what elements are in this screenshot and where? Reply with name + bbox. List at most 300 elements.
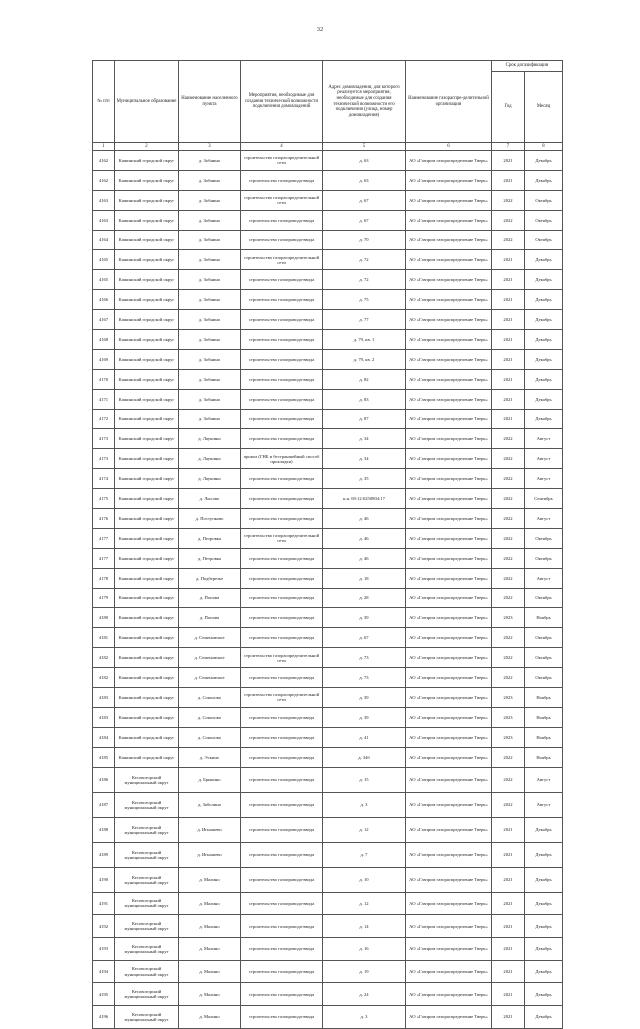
settlement-cell: д. Зобнино (179, 230, 241, 250)
address-cell: д. 82 (323, 369, 406, 389)
year-cell: 2021 (492, 151, 525, 171)
table-row (93, 210, 563, 230)
organization-cell: АО «Газпром газораспределение Тверь» (406, 369, 492, 389)
address-cell: д. 41 (323, 727, 406, 747)
measure-cell: строительство газопровода-ввода (241, 937, 323, 960)
month-cell: Август (525, 469, 563, 489)
year-cell: 2021 (492, 349, 525, 369)
organization-cell: АО «Газпром газораспределение Тверь» (406, 509, 492, 529)
measure-cell: строительство газопровода-ввода (241, 230, 323, 250)
row-number-cell: 4175 (93, 489, 115, 509)
year-cell: 2022 (492, 449, 525, 469)
month-cell: Октябрь (525, 528, 563, 548)
table-row (93, 588, 563, 608)
table-row (93, 449, 563, 469)
row-number-cell: 4188 (93, 817, 115, 842)
month-cell: Ноябрь (525, 747, 563, 767)
month-cell: Октябрь (525, 210, 563, 230)
municipality-cell: Кесовогорский муниципальный округ (115, 1006, 179, 1029)
year-cell: 2022 (492, 230, 525, 250)
row-number-cell: 4165 (93, 250, 115, 270)
municipality-cell: Кашинский городской округ (115, 429, 179, 449)
table-row (93, 190, 563, 210)
municipality-cell: Кашинский городской округ (115, 230, 179, 250)
address-cell: д. 72 (323, 250, 406, 270)
header-organization: Наименование газораспре-делительной организации (406, 61, 492, 143)
measure-cell: строительство газораспределительной сети (241, 250, 323, 270)
month-cell: Август (525, 429, 563, 449)
table-row (93, 842, 563, 867)
row-number-cell: 4164 (93, 230, 115, 250)
year-cell: 2021 (492, 369, 525, 389)
address-cell: д. 39 (323, 707, 406, 727)
month-cell: Декабрь (525, 983, 563, 1006)
organization-cell: АО «Газпром газораспределение Тверь» (406, 330, 492, 350)
row-number-cell: 4183 (93, 688, 115, 708)
row-number-cell: 4182 (93, 668, 115, 688)
municipality-cell: Кашинский городской округ (115, 469, 179, 489)
row-number-cell: 4180 (93, 608, 115, 628)
address-cell: д. 3 (323, 1006, 406, 1029)
measure-cell: строительство газопровода-ввода (241, 727, 323, 747)
organization-cell: АО «Газпром газораспределение Тверь» (406, 548, 492, 568)
address-cell: д. 67 (323, 210, 406, 230)
municipality-cell: Кашинский городской округ (115, 747, 179, 767)
address-cell: д. 87 (323, 409, 406, 429)
municipality-cell: Кашинский городской округ (115, 588, 179, 608)
municipality-cell: Кашинский городской округ (115, 568, 179, 588)
municipality-cell: Кашинский городской округ (115, 528, 179, 548)
table-row (93, 170, 563, 190)
settlement-cell: д. Игнашево (179, 817, 241, 842)
settlement-cell: д. Эскино (179, 747, 241, 767)
municipality-cell: Кашинский городской округ (115, 369, 179, 389)
month-cell: Октябрь (525, 668, 563, 688)
settlement-cell: д. Подберезье (179, 568, 241, 588)
row-number-cell: 4174 (93, 469, 115, 489)
header-num: № п/п (93, 61, 115, 143)
municipality-cell: Кашинский городской округ (115, 668, 179, 688)
address-cell: д. 46 (323, 548, 406, 568)
municipality-cell: Кесовогорский муниципальный округ (115, 983, 179, 1006)
year-cell: 2021 (492, 892, 525, 915)
table-row (93, 960, 563, 983)
measure-cell: строительство газопровода-ввода (241, 817, 323, 842)
year-cell: 2021 (492, 817, 525, 842)
organization-cell: АО «Газпром газораспределение Тверь» (406, 628, 492, 648)
address-cell: д. 35 (323, 469, 406, 489)
address-cell: д. 67 (323, 190, 406, 210)
organization-cell: АО «Газпром газораспределение Тверь» (406, 960, 492, 983)
month-cell: Август (525, 449, 563, 469)
measure-cell: строительство газопровода-ввода (241, 668, 323, 688)
row-number-cell: 4173 (93, 429, 115, 449)
settlement-cell: д. Игнашево (179, 842, 241, 867)
settlement-cell: д. Зобнино (179, 349, 241, 369)
municipality-cell: Кашинский городской округ (115, 190, 179, 210)
organization-cell: АО «Газпром газораспределение Тверь» (406, 230, 492, 250)
measure-cell: строительство газопровода-ввода (241, 509, 323, 529)
page-number: 32 (316, 26, 324, 33)
month-cell: Декабрь (525, 1006, 563, 1029)
settlement-cell: д. Зобнино (179, 151, 241, 171)
municipality-cell: Кашинский городской округ (115, 409, 179, 429)
measure-cell: строительство газопровода-ввода (241, 429, 323, 449)
header-deadline-group: Срок догазификации (492, 61, 563, 72)
measure-cell: строительство газопровода-ввода (241, 892, 323, 915)
table-row (93, 489, 563, 509)
settlement-cell: д. Малино (179, 892, 241, 915)
month-cell: Декабрь (525, 369, 563, 389)
organization-cell: АО «Газпром газораспределение Тверь» (406, 588, 492, 608)
month-cell: Октябрь (525, 588, 563, 608)
municipality-cell: Кашинский городской округ (115, 170, 179, 190)
table-row (93, 250, 563, 270)
measure-cell: строительство газопровода-ввода (241, 792, 323, 817)
row-number-cell: 4173 (93, 449, 115, 469)
settlement-cell: д. Семеновское (179, 648, 241, 668)
year-cell: 2021 (492, 915, 525, 938)
table-row (93, 688, 563, 708)
month-cell: Октябрь (525, 230, 563, 250)
column-number: 5 (323, 143, 406, 151)
year-cell: 2022 (492, 628, 525, 648)
settlement-cell: д. Малино (179, 867, 241, 892)
organization-cell: АО «Газпром газораспределение Тверь» (406, 892, 492, 915)
measure-cell: строительство газопровода-ввода (241, 469, 323, 489)
municipality-cell: Кашинский городской округ (115, 310, 179, 330)
municipality-cell: Кесовогорский муниципальный округ (115, 960, 179, 983)
month-cell: Октябрь (525, 648, 563, 668)
row-number-cell: 4187 (93, 792, 115, 817)
month-cell: Декабрь (525, 310, 563, 330)
row-number-cell: 4162 (93, 151, 115, 171)
municipality-cell: Кашинский городской округ (115, 349, 179, 369)
municipality-cell: Кесовогорский муниципальный округ (115, 915, 179, 938)
table-row (93, 369, 563, 389)
gasification-table (92, 60, 563, 1029)
year-cell: 2022 (492, 489, 525, 509)
organization-cell: АО «Газпром газораспределение Тверь» (406, 449, 492, 469)
settlement-cell: д. Малино (179, 983, 241, 1006)
row-number-cell: 4167 (93, 310, 115, 330)
organization-cell: АО «Газпром газораспределение Тверь» (406, 707, 492, 727)
settlement-cell: д. Лаушино (179, 449, 241, 469)
row-number-cell: 4163 (93, 210, 115, 230)
year-cell: 2021 (492, 310, 525, 330)
measure-cell: строительство газопровода-ввода (241, 548, 323, 568)
settlement-cell: д. Лысово (179, 489, 241, 509)
month-cell: Декабрь (525, 817, 563, 842)
table-row (93, 528, 563, 548)
year-cell: 2022 (492, 429, 525, 449)
organization-cell: АО «Газпром газораспределение Тверь» (406, 668, 492, 688)
table-row (93, 151, 563, 171)
measure-cell: строительство газопровода-ввода (241, 707, 323, 727)
table-body (93, 151, 563, 1029)
month-cell: Ноябрь (525, 707, 563, 727)
table-row (93, 648, 563, 668)
table-row (93, 409, 563, 429)
organization-cell: АО «Газпром газораспределение Тверь» (406, 469, 492, 489)
settlement-cell: д. Соколово (179, 727, 241, 747)
organization-cell: АО «Газпром газораспределение Тверь» (406, 270, 492, 290)
address-cell: д. 19 (323, 960, 406, 983)
settlement-cell: д. Зобнино (179, 330, 241, 350)
settlement-cell: д. Лаушино (179, 429, 241, 449)
municipality-cell: Кашинский городской округ (115, 548, 179, 568)
column-number: 7 (492, 143, 525, 151)
year-cell: 2021 (492, 270, 525, 290)
month-cell: Декабрь (525, 867, 563, 892)
settlement-cell: д. Зобнино (179, 409, 241, 429)
organization-cell: АО «Газпром газораспределение Тверь» (406, 817, 492, 842)
header-measures: Мероприятия, необходимые для создания технической возможности подключения домовладений (241, 61, 323, 143)
municipality-cell: Кашинский городской округ (115, 509, 179, 529)
address-cell: д. 34 (323, 449, 406, 469)
measure-cell: строительство газопровода-ввода (241, 983, 323, 1006)
table-row (93, 937, 563, 960)
municipality-cell: Кесовогорский муниципальный округ (115, 792, 179, 817)
year-cell: 2021 (492, 250, 525, 270)
month-cell: Сентябрь (525, 489, 563, 509)
settlement-cell: д. Малино (179, 915, 241, 938)
month-cell: Ноябрь (525, 608, 563, 628)
address-cell: д. 18 (323, 568, 406, 588)
measure-cell: прокол (ГНБ и бестраншейный способ прокладки) (241, 449, 323, 469)
organization-cell: АО «Газпром газораспределение Тверь» (406, 489, 492, 509)
address-cell: д. 39 (323, 608, 406, 628)
table-row (93, 389, 563, 409)
municipality-cell: Кесовогорский муниципальный округ (115, 767, 179, 792)
year-cell: 2022 (492, 747, 525, 767)
month-cell: Декабрь (525, 389, 563, 409)
year-cell: 2023 (492, 707, 525, 727)
settlement-cell: д. Лаушино (179, 469, 241, 489)
table-row (93, 290, 563, 310)
year-cell: 2021 (492, 960, 525, 983)
table-row (93, 727, 563, 747)
month-cell: Декабрь (525, 151, 563, 171)
table-row (93, 1006, 563, 1029)
table-row (93, 429, 563, 449)
organization-cell: АО «Газпром газораспределение Тверь» (406, 767, 492, 792)
table-row (93, 628, 563, 648)
month-cell: Октябрь (525, 628, 563, 648)
month-cell: Декабрь (525, 270, 563, 290)
organization-cell: АО «Газпром газораспределение Тверь» (406, 727, 492, 747)
municipality-cell: Кашинский городской округ (115, 628, 179, 648)
municipality-cell: Кесовогорский муниципальный округ (115, 867, 179, 892)
column-number: 6 (406, 143, 492, 151)
month-cell: Декабрь (525, 960, 563, 983)
address-cell: д. 12 (323, 817, 406, 842)
settlement-cell: д. Соколово (179, 688, 241, 708)
column-number: 4 (241, 143, 323, 151)
row-number-cell: 4195 (93, 983, 115, 1006)
measure-cell: строительство газораспределительной сети (241, 190, 323, 210)
row-number-cell: 4194 (93, 960, 115, 983)
table-row (93, 707, 563, 727)
municipality-cell: Кашинский городской округ (115, 290, 179, 310)
organization-cell: АО «Газпром газораспределение Тверь» (406, 310, 492, 330)
organization-cell: АО «Газпром газораспределение Тверь» (406, 983, 492, 1006)
year-cell: 2022 (492, 548, 525, 568)
address-cell: д. 46 (323, 509, 406, 529)
municipality-cell: Кесовогорский муниципальный округ (115, 937, 179, 960)
year-cell: 2021 (492, 937, 525, 960)
measure-cell: строительство газопровода-ввода (241, 310, 323, 330)
month-cell: Декабрь (525, 349, 563, 369)
year-cell: 2023 (492, 727, 525, 747)
year-cell: 2022 (492, 469, 525, 489)
organization-cell: АО «Газпром газораспределение Тверь» (406, 151, 492, 171)
table-row (93, 983, 563, 1006)
municipality-cell: Кашинский городской округ (115, 648, 179, 668)
column-number: 1 (93, 143, 115, 151)
organization-cell: АО «Газпром газораспределение Тверь» (406, 409, 492, 429)
month-cell: Август (525, 568, 563, 588)
year-cell: 2021 (492, 842, 525, 867)
measure-cell: строительство газопровода-ввода (241, 290, 323, 310)
address-cell: д. 63 (323, 170, 406, 190)
table-row (93, 469, 563, 489)
year-cell: 2021 (492, 170, 525, 190)
row-number-cell: 4189 (93, 842, 115, 867)
year-cell: 2022 (492, 767, 525, 792)
address-cell: д. 79, кв. 2 (323, 349, 406, 369)
month-cell: Октябрь (525, 548, 563, 568)
organization-cell: АО «Газпром газораспределение Тверь» (406, 190, 492, 210)
municipality-cell: Кашинский городской округ (115, 250, 179, 270)
row-number-cell: 4172 (93, 409, 115, 429)
measure-cell: строительство газораспределительной сети (241, 688, 323, 708)
year-cell: 2022 (492, 528, 525, 548)
row-number-cell: 4186 (93, 767, 115, 792)
row-number-cell: 4183 (93, 707, 115, 727)
table-row (93, 915, 563, 938)
address-cell: д. 46 (323, 528, 406, 548)
municipality-cell: Кашинский городской округ (115, 151, 179, 171)
address-cell: д. 16 (323, 937, 406, 960)
year-cell: 2021 (492, 330, 525, 350)
year-cell: 2022 (492, 190, 525, 210)
municipality-cell: Кесовогорский муниципальный округ (115, 817, 179, 842)
table-row (93, 892, 563, 915)
organization-cell: АО «Газпром газораспределение Тверь» (406, 429, 492, 449)
table-row (93, 230, 563, 250)
table-row (93, 310, 563, 330)
row-number-cell: 4176 (93, 509, 115, 529)
year-cell: 2021 (492, 290, 525, 310)
settlement-cell: д. Зобнино (179, 270, 241, 290)
settlement-cell: д. Зобнино (179, 290, 241, 310)
address-cell: д. 63 (323, 151, 406, 171)
settlement-cell: д. Соколово (179, 707, 241, 727)
organization-cell: АО «Газпром газораспределение Тверь» (406, 389, 492, 409)
measure-cell: строительство газопровода-ввода (241, 369, 323, 389)
table-row (93, 568, 563, 588)
row-number-cell: 4191 (93, 892, 115, 915)
row-number-cell: 4166 (93, 290, 115, 310)
address-cell: д. 83 (323, 389, 406, 409)
settlement-cell: д. Попова (179, 588, 241, 608)
year-cell: 2022 (492, 568, 525, 588)
address-cell: д. 7 (323, 842, 406, 867)
address-cell: д. 73 (323, 668, 406, 688)
settlement-cell: д. Зобнино (179, 210, 241, 230)
month-cell: Декабрь (525, 842, 563, 867)
settlement-cell: д. Поступково (179, 509, 241, 529)
row-number-cell: 4190 (93, 867, 115, 892)
address-cell: д. 72 (323, 270, 406, 290)
address-cell: д. 70 (323, 230, 406, 250)
organization-cell: АО «Газпром газораспределение Тверь» (406, 842, 492, 867)
month-cell: Декабрь (525, 937, 563, 960)
measure-cell: строительство газопровода-ввода (241, 349, 323, 369)
settlement-cell: д. Малино (179, 937, 241, 960)
table-row (93, 509, 563, 529)
address-cell: д. 34б (323, 747, 406, 767)
table-row (93, 668, 563, 688)
settlement-cell: д. Заболино (179, 792, 241, 817)
year-cell: 2023 (492, 608, 525, 628)
address-cell: д. 10 (323, 867, 406, 892)
address-cell: д. 75 (323, 290, 406, 310)
municipality-cell: Кашинский городской округ (115, 270, 179, 290)
column-number: 3 (179, 143, 241, 151)
month-cell: Декабрь (525, 290, 563, 310)
address-cell: к.н. 69:12:0250804:17 (323, 489, 406, 509)
table-row (93, 270, 563, 290)
month-cell: Декабрь (525, 892, 563, 915)
measure-cell: строительство газопровода-ввода (241, 628, 323, 648)
measure-cell: строительство газопровода-ввода (241, 767, 323, 792)
month-cell: Октябрь (525, 190, 563, 210)
measure-cell: строительство газопровода-ввода (241, 608, 323, 628)
column-number: 8 (525, 143, 563, 151)
address-cell: д. 28 (323, 588, 406, 608)
table-row (93, 548, 563, 568)
organization-cell: АО «Газпром газораспределение Тверь» (406, 1006, 492, 1029)
row-number-cell: 4169 (93, 349, 115, 369)
organization-cell: АО «Газпром газораспределение Тверь» (406, 250, 492, 270)
row-number-cell: 4185 (93, 747, 115, 767)
year-cell: 2021 (492, 983, 525, 1006)
organization-cell: АО «Газпром газораспределение Тверь» (406, 170, 492, 190)
row-number-cell: 4184 (93, 727, 115, 747)
header-year: Год (492, 72, 525, 143)
municipality-cell: Кашинский городской округ (115, 707, 179, 727)
address-cell: д. 15 (323, 767, 406, 792)
column-number: 2 (115, 143, 179, 151)
row-number-cell: 4171 (93, 389, 115, 409)
measure-cell: строительство газопровода-ввода (241, 747, 323, 767)
address-cell: д. 79, кв. 1 (323, 330, 406, 350)
organization-cell: АО «Газпром газораспределение Тверь» (406, 608, 492, 628)
month-cell: Ноябрь (525, 688, 563, 708)
month-cell: Декабрь (525, 250, 563, 270)
row-number-cell: 4177 (93, 548, 115, 568)
row-number-cell: 4193 (93, 937, 115, 960)
measure-cell: строительство газопровода-ввода (241, 389, 323, 409)
row-number-cell: 4179 (93, 588, 115, 608)
measure-cell: строительство газораспределительной сети (241, 648, 323, 668)
organization-cell: АО «Газпром газораспределение Тверь» (406, 688, 492, 708)
municipality-cell: Кесовогорский муниципальный округ (115, 892, 179, 915)
organization-cell: АО «Газпром газораспределение Тверь» (406, 568, 492, 588)
municipality-cell: Кашинский городской округ (115, 389, 179, 409)
